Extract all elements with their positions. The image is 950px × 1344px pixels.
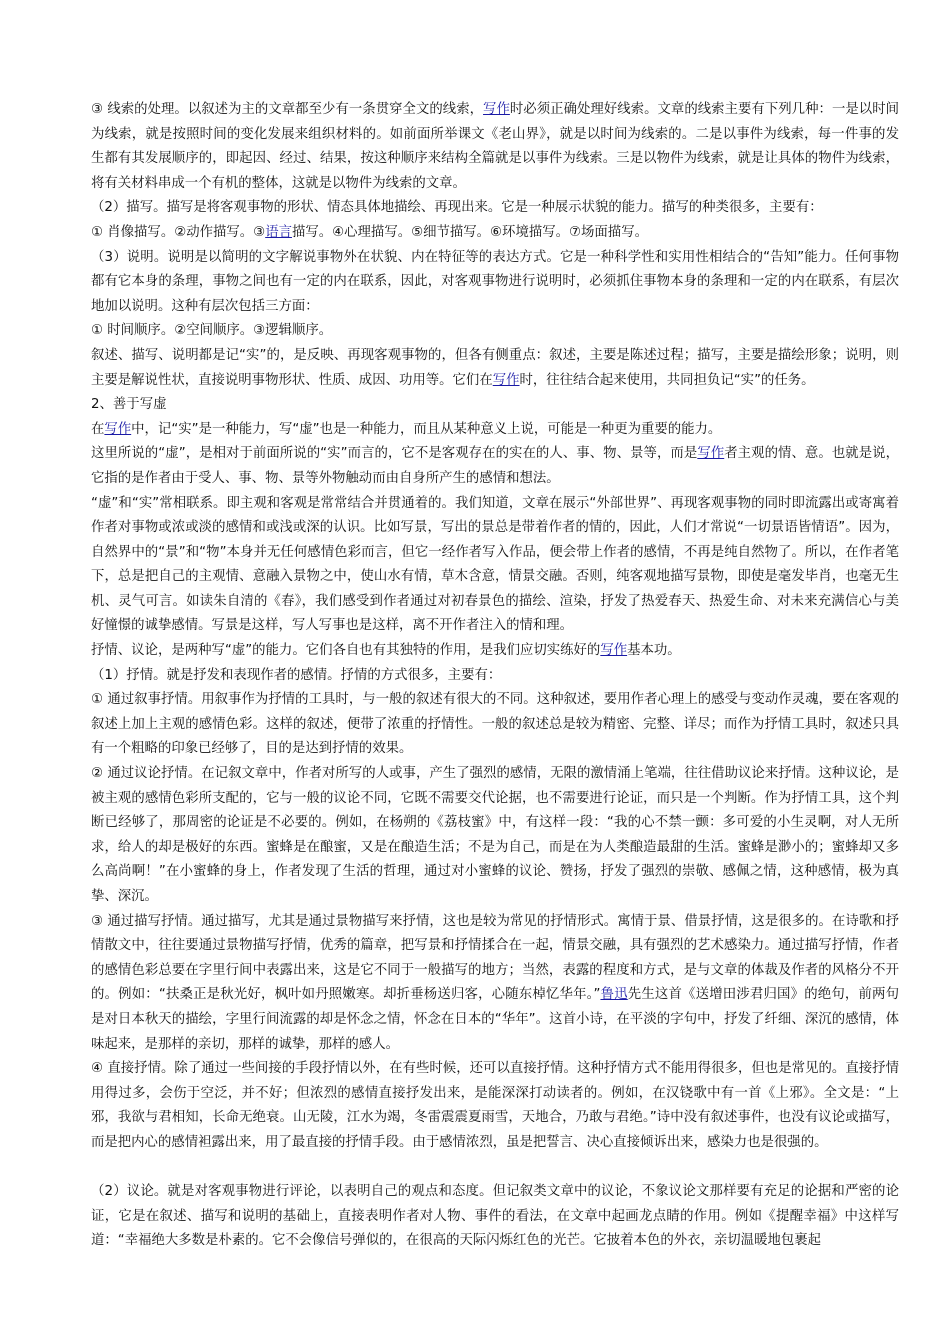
link-writing[interactable]: 写作 [600, 643, 628, 659]
text-run: 先生这首《送增田涉君归国》的绝句，前两句是对日本秋天的描绘，字里行间流露的却是怀念之情，怀念在日本的“华年”。这首小诗，在平淡的字句中，抒发了纤细、深沉的感情，体味起来，是那样的亲切，那样的诚挚，那样的感人。 [91, 987, 900, 1052]
text-run: ③ 线索的处理。以叙述为主的文章都至少有一条贯穿全文的线索， [91, 102, 484, 117]
text-run: 叙述、描写、说明都是记“实”的，是反映、再现客观事物的，但各有侧重点：叙述，主要是陈述过程；描写，主要是描绘形象；说明，则主要是解说性状，直接说明事物形状、性质、成因、功用等。它们在 [91, 347, 899, 388]
paragraph-lyric [91, 664, 899, 689]
text-run: 抒情、议论，是两种写“虚”的能力。它们各自也有其独特的作用，是我们应切实练好的 [91, 643, 601, 659]
paragraph-summary-real [91, 344, 899, 393]
text-run: （3）说明。说明是以简明的文字解说事物外在状貌、内在特征等的表达方式。它是一种科学性和实用性相结合的“告知”能力。任何事物都有它本身的条理，事物之间也有一定的内在联系，因此，对客观事物进行说明时，必须抓住事物本身的条理和一定的内在联系，有层次地加以说明。这种有层次包括三方面： [91, 249, 899, 314]
text-run: 这里所说的“虚”，是相对于前面所说的“实”而言的，它不是客观存在的实在的人、事、物、景等，而是 [91, 446, 698, 462]
link-luxun[interactable]: 鲁迅 [600, 987, 628, 1003]
text-run: 基本功。 [627, 643, 681, 659]
text-run: 时，往往结合起来使用，共同担负记“实”的任务。 [519, 372, 815, 388]
document-body [91, 98, 899, 1254]
link-writing[interactable]: 写作 [483, 102, 510, 117]
text-run: ④ 直接抒情。除了通过一些间接的手段抒情以外，在有些时候，还可以直接抒情。这种抒情方式不能用得很多，但也是常见的。直接抒情用得过多，会伤于空泛，并不好；但浓烈的感情直接抒发出来，是能深深打动读者的。例如，在汉铙歌中有一首《上邪》。全文是：“上邪，我欲与君相知，长命无绝衰。山无陵，江水为竭，冬雷震震夏雨雪，天地合，乃敢与君绝。”诗中没有叙述事件，也没有议论或描写，而是把内心的感情袒露出来，用了最直接的抒情手段。由于感情浓烈，虽是把誓言、决心直接倾诉出来，感染力也是很强的。 [91, 1061, 899, 1150]
text-run: （1）抒情。就是抒发和表现作者的感情。抒情的方式很多，主要有： [91, 667, 502, 683]
link-writing[interactable]: 写作 [492, 372, 520, 388]
paragraph-lyric-argument [91, 639, 899, 664]
paragraph-description [91, 196, 899, 221]
text-run: （2）议论。就是对客观事物进行评论，以表明自己的观点和态度。但记叙类文章中的议论，不象议论文那样要有充足的论据和严密的论证，它是在叙述、描写和说明的基础上，直接表明作者对人物、事件的看法，在文章中起画龙点睛的作用。例如《提醒幸福》中这样写道：“幸福绝大多数是朴素的。它不会像信号弹似的，在很高的天际闪烁红色的光芒。它披着本色的外衣，亲切温暖地包裹起 [91, 1184, 899, 1249]
text-run: （2）描写。描写是将客观事物的形状、情态具体地描绘、再现出来。它是一种展示状貌的能力。描写的种类很多，主要有： [91, 200, 823, 216]
text-run: 时必须正确处理好线索。文章的线索主要有下列几种：一是以时间为线索，就是按照时间的变化发展来组织材料的。如前面所举课文《老山界》，就是以时间为线索的。二是以事件为线索，每一件事的发生都有其发展顺序的，即起因、经过、结果，按这种顺序来结构全篇就是以事件为线索。三是以物件为线索，就是让具体的物件为线索，将有关材料串成一个有机的整体，这就是以物件为线索的文章。 [91, 102, 900, 191]
paragraph-virtual-definition [91, 442, 899, 491]
paragraph-virtual-real-link [91, 492, 899, 640]
text-run: 中，记“实”是一种能力，写“虚”也是一种能力，而且从某种意义上说，可能是一种更为重要的能力。 [131, 421, 722, 437]
paragraph-lyric-argument-method [91, 762, 899, 910]
paragraph-writing-virtual [91, 418, 899, 443]
text-run: ① 时间顺序。②空间顺序。③逻辑顺序。 [91, 323, 333, 339]
link-language[interactable]: 语言 [265, 224, 292, 240]
paragraph-argument [91, 1180, 899, 1254]
link-writing[interactable]: 写作 [697, 446, 725, 462]
text-run: ① 通过叙事抒情。用叙事作为抒情的工具时，与一般的叙述有很大的不同。这种叙述，要用作者心理上的感受与变动作灵魂，要在客观的叙述上加上主观的感情色彩。这样的叙述，便带了浓重的抒情性。一般的叙述总是较为精密、完整、详尽；而作为抒情工具时，叙述只具有一个粗略的印象已经够了，目的是达到抒情的效果。 [91, 692, 899, 757]
link-writing[interactable]: 写作 [104, 421, 132, 437]
text-run: ③ 通过描写抒情。通过描写，尤其是通过景物描写来抒情，这也是较为常见的抒情形式。寓情于景、借景抒情，这是很多的。在诗歌和抒情散文中，往往要通过景物描写抒情，优秀的篇章，把写景和抒情揉合在一起，情景交融，具有强烈的艺术感染力。通过描写抒情，作者的感情色彩总要在字里行间中表露出来，这是它不同于一般描写的地方；当然，表露的程度和方式，是与文章的体裁及作者的风格分不开的。例如：“扶桑正是秋光好，枫叶如丹照嫩寒。却折垂杨送归客，心随东棹忆华年。” [91, 913, 899, 1003]
section-heading [91, 393, 899, 418]
paragraph-lyric-direct [91, 1057, 899, 1155]
text-run: 者主观的情、意。也就是说，它指的是作者由于受人、事、物、景等外物触动而由自身所产生的感情和想法。 [91, 446, 900, 486]
text-run: 在 [91, 421, 105, 437]
text-run: ① 肖像描写。②动作描写。③ [91, 224, 266, 240]
text-run: 描写。④心理描写。⑤细节描写。⑥环境描写。⑦场面描写。 [291, 224, 648, 240]
text-run: “虚”和“实”常相联系。即主观和客观是常常结合并贯通着的。我们知道，文章在展示“外部世界”、再现客观事物的同时即流露出或寄寓着作者对事物或浓或淡的感情和或浅或深的认识。比如写景，写出的景总是带着作者的情的，因此，人们才常说“一切景语皆情语”。因为，自然界中的“景”和“物”本身并无任何感情色彩而言，但它一经作者写入作品，便会带上作者的感情，不再是纯自然物了。所以，在作者笔下，总是把自己的主观情、意融入景物之中，使山水有情，草木含意，情景交融。否则，纯客观地描写景物，即使是毫发毕肖，也毫无生机、灵气可言。如读朱自清的《春》，我们感受到作者通过对初春景色的描绘、渲染，抒发了热爱春天、热爱生命、对未来充满信心与美好憧憬的诚挚感情。写景是这样，写人写事也是这样，离不开作者注入的情和理。 [91, 495, 899, 634]
paragraph-explanation-orders [91, 319, 899, 344]
paragraph-clue-handling [91, 98, 899, 196]
text-run: ② 通过议论抒情。在记叙文章中，作者对所写的人或事，产生了强烈的感情，无限的激情涌上笔端，往往借助议论来抒情。这种议论，是被主观的感情色彩所支配的，它与一般的议论不同，它既不需要交代论据，也不需要进行论证，而只是一个判断。作为抒情工具，这个判断已经够了，那周密的论证是不必要的。例如，在杨朔的《荔枝蜜》中，有这样一段：“我的心不禁一颤：多可爱的小生灵啊，对人无所求，给人的却是极好的东西。蜜蜂是在酿蜜，又是在酿造生活；不是为自己，而是在为人类酿造最甜的生活。蜜蜂是渺小的；蜜蜂却又多么高尚啊！”在小蜜蜂的身上，作者发现了生活的哲理，通过对小蜜蜂的议论、赞扬，抒发了强烈的崇敬、感佩之情，这种感情，极为真挚、深沉。 [91, 766, 899, 904]
paragraph-lyric-narration [91, 688, 899, 762]
blank-line [91, 1156, 899, 1181]
paragraph-explanation [91, 246, 899, 320]
paragraph-description-types [91, 221, 899, 246]
text-run: 2、善于写虚 [91, 397, 167, 413]
paragraph-lyric-description [91, 910, 899, 1058]
